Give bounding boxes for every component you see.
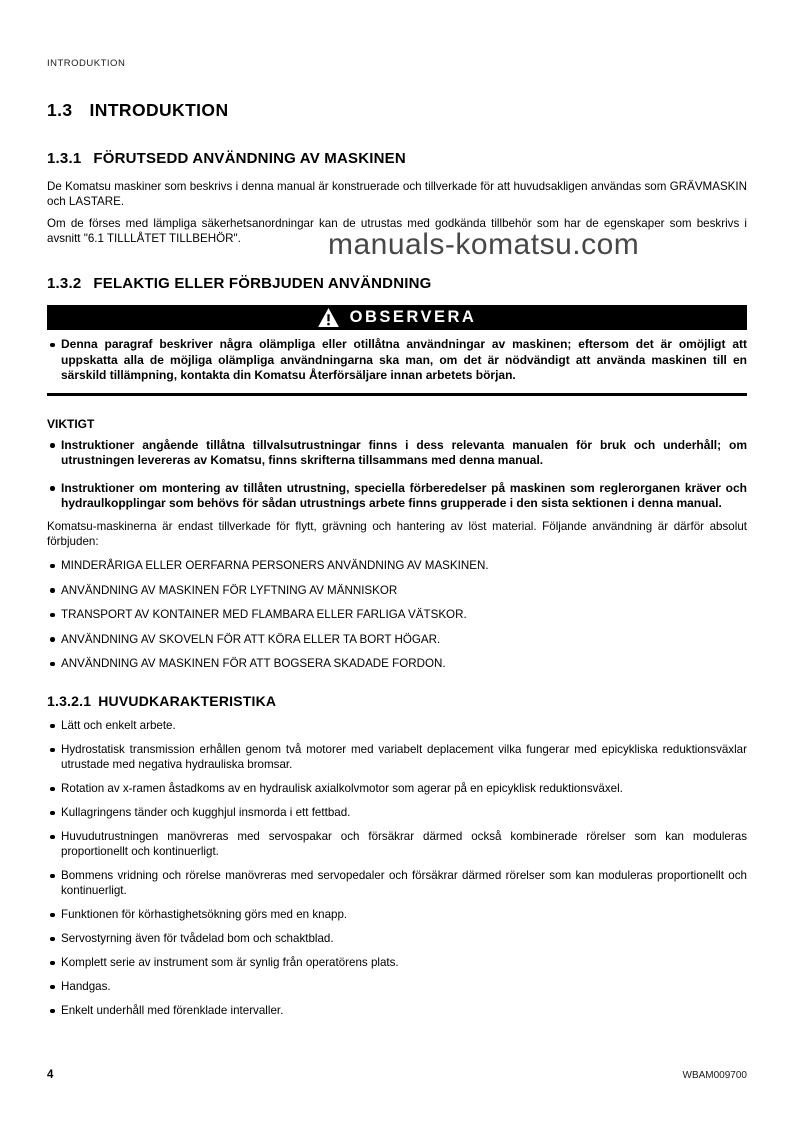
section-number-131: 1.3.1 [47,150,82,167]
characteristic-item: Bommens vridning och rörelse manövreras med servopedaler och försäkrar därmed rörelser som kan moduleras proportionellt och kontinuerligt. [47,868,747,898]
characteristic-item: Rotation av x-ramen åstadkoms av en hydraulisk axialkolvmotor som agerar på en epicyklisk reduktionsväxel. [47,781,747,796]
characteristic-item: Handgas. [47,979,747,994]
section-title-132 [47,275,747,292]
chapter-number: 1.3 [47,100,73,120]
important-list [47,438,747,512]
prohibited-intro-paragraph: Komatsu-maskinerna är endast tillverkade för flytt, grävning och hantering av löst material. Följande användning är därför absolut förbjuden: [47,519,747,548]
chapter-title-text: INTRODUKTION [89,100,229,120]
section-title-text-131: FÖRUTSEDD ANVÄNDNING AV MASKINEN [93,150,406,167]
warning-banner-label: OBSERVERA [349,308,477,326]
warning-list [47,337,747,384]
subsection-title-1321 [47,693,747,709]
page-content [47,58,747,1018]
characteristic-item: Kullagringens tänder och kugghjul insmorda i ett fettbad. [47,805,747,820]
warning-triangle-icon [318,308,339,327]
prohibited-item: TRANSPORT AV KONTAINER MED FLAMBARA ELLER FARLIGA VÄTSKOR. [47,607,747,622]
characteristic-item: Enkelt underhåll med förenklade intervaller. [47,1003,747,1018]
section-number-132: 1.3.2 [47,275,82,292]
characteristic-item: Hydrostatisk transmission erhållen genom två motorer med variabelt deplacement vilka fungerar med epicykliska reduktionsväxlar utrustade med negativa hydrauliska bromsar. [47,742,747,772]
running-header: INTRODUKTION [47,58,126,69]
subsection-number-1321: 1.3.2.1 [47,693,92,709]
prohibited-item: ANVÄNDNING AV MASKINEN FÖR ATT BOGSERA SKADADE FORDON. [47,656,747,671]
prohibited-uses-list [47,558,747,671]
site-watermark: manuals-komatsu.com [328,228,640,261]
section-title-text-132: FELAKTIG ELLER FÖRBJUDEN ANVÄNDNING [93,275,432,292]
prohibited-item: ANVÄNDNING AV SKOVELN FÖR ATT KÖRA ELLER TA BORT HÖGAR. [47,632,747,647]
intended-use-paragraph-2: Om de förses med lämpliga säkerhetsanordningar kan de utrustas med godkända tillbehör som har de egenskaper som beskrivs i avsnitt "6.1 TILLLÅTET TILLBEHÖR". [47,217,747,245]
important-item: Instruktioner angående tillåtna tillvalsutrustningar finns i dess relevanta manualen för bruk och underhåll; om utrustningen levereras av Komatsu, finns skrifterna tillsammans med denna manual. [47,438,747,469]
characteristics-list [47,718,747,1018]
subsection-title-text-1321: HUVUDKARAKTERISTIKA [98,693,277,709]
prohibited-item: ANVÄNDNING AV MASKINEN FÖR LYFTNING AV MÄNNISKOR [47,583,747,598]
chapter-title [47,100,747,121]
warning-item: Denna paragraf beskriver några olämpliga eller otillåtna användningar av maskinen; eftersom det är omöjligt att uppskatta alla de möjliga olämpliga användningarna ska man, om det är nödvändigt att använda maskinen till en särskild tillämpning, kontakta din Komatsu Återförsäljare innan arbetets början. [47,337,747,384]
intended-use-paragraph-1: De Komatsu maskiner som beskrivs i denna manual är konstruerade och tillverkade för att huvudsakligen användas som GRÄVMASKIN och LASTARE. [47,180,747,208]
important-label: VIKTIGT [47,416,95,431]
characteristic-item: Funktionen för körhastighetsökning görs med en knapp. [47,907,747,922]
footer-page-number: 4 [47,1069,54,1081]
characteristic-item: Komplett serie av instrument som är synlig från operatörens plats. [47,955,747,970]
characteristic-item: Huvudutrustningen manövreras med servospakar och försäkrar därmed också kombinerade rörelser som kan moduleras proportionellt och kontinuerligt. [47,829,747,859]
characteristic-item: Lätt och enkelt arbete. [47,718,747,733]
characteristic-item: Servostyrning även för tvådelad bom och schaktblad. [47,931,747,946]
footer-document-code: WBAM009700 [682,1070,747,1081]
section-title-131 [47,150,747,167]
important-item: Instruktioner om montering av tillåten utrustning, speciella förberedelser på maskinen som reglerorganen kräver och hydraulkopplingar som behövs för sådan utrustnings arbete finns grupperade i den sista sektionen i denna manual. [47,481,747,512]
warning-bottom-rule [47,393,747,396]
prohibited-item: MINDERÅRIGA ELLER OERFARNA PERSONERS ANVÄNDNING AV MASKINEN. [47,558,747,573]
warning-banner [47,305,747,330]
